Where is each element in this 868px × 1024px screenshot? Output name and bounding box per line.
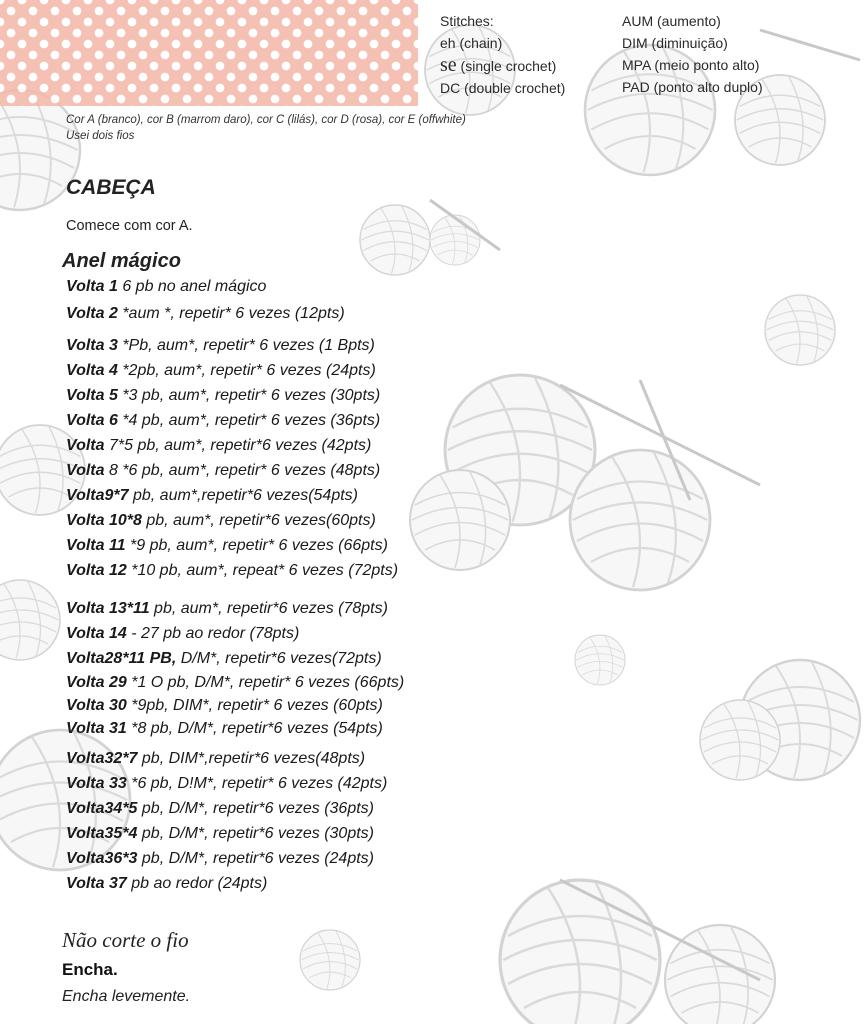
legend-item: DIM (diminuição)	[622, 35, 728, 51]
round-text: pb ao redor (24pts)	[126, 875, 268, 892]
yarn-note: Usei dois fios	[66, 130, 135, 142]
round-label: Volta9*7	[66, 487, 129, 504]
round-line	[66, 750, 365, 768]
round-line	[66, 387, 380, 405]
round-line	[66, 850, 374, 868]
round-line	[66, 875, 267, 893]
legend-item: DC (double crochet)	[440, 80, 566, 96]
round-line	[66, 362, 376, 380]
round-text: D/M*, repetir*6 vezes(72pts)	[176, 650, 382, 667]
round-line	[66, 337, 375, 355]
round-line	[66, 650, 382, 668]
round-label: Volta 13*11	[66, 600, 150, 617]
legend-item: PAD (ponto alto duplo)	[622, 79, 763, 95]
round-line	[66, 697, 383, 715]
legend-desc: (single crochet)	[456, 58, 557, 74]
round-label: Volta36*3	[66, 850, 138, 867]
round-text: *aum *, repetir* 6 vezes (12pts)	[117, 305, 345, 322]
round-label: Volta 10*8	[66, 512, 142, 529]
round-text: *2pb, aum*, repetir* 6 vezes (24pts)	[117, 362, 376, 379]
round-text: pb, D/M*, repetir*6 vezes (24pts)	[137, 850, 374, 867]
stitches-legend-right	[622, 10, 763, 98]
subheading: Anel mágico	[62, 250, 181, 272]
round-text: *9pb, DIM*, repetir* 6 vezes (60pts)	[126, 697, 383, 714]
round-label: Volta 37	[66, 875, 127, 892]
round-line	[66, 278, 266, 296]
round-line	[66, 674, 404, 692]
round-line	[66, 775, 387, 793]
round-label: Volta 30	[66, 697, 127, 714]
round-text: *4 pb, aum*, repetir* 6 vezes (36pts)	[117, 412, 381, 429]
colors-line: Cor A (branco), cor B (marrom daro), cor C (lilás), cor D (rosa), cor E (offwhite)	[66, 114, 466, 126]
round-label: Volta 11	[66, 537, 126, 554]
round-label: Volta34*5	[66, 800, 138, 817]
round-line	[66, 437, 371, 455]
round-text: *9 pb, aum*, repetir* 6 vezes (66pts)	[125, 537, 388, 554]
round-text: 7*5 pb, aum*, repetir*6 vezes (42pts)	[104, 437, 372, 454]
legend-item: AUM (aumento)	[622, 13, 721, 29]
round-text: pb, DIM*,repetir*6 vezes(48pts)	[137, 750, 366, 767]
round-line	[66, 720, 383, 738]
round-line	[66, 512, 376, 530]
round-text: *8 pb, D/M*, repetir*6 vezes (54pts)	[126, 720, 383, 737]
round-label: Volta	[66, 462, 105, 479]
round-text: pb, aum*, repetir*6 vezes(60pts)	[141, 512, 376, 529]
round-line	[66, 625, 299, 643]
legend-item: Stitches:	[440, 13, 494, 29]
round-line	[66, 562, 398, 580]
round-line	[66, 537, 388, 555]
round-text: pb, aum*,repetir*6 vezes(54pts)	[128, 487, 358, 504]
legend-item: eh (chain)	[440, 35, 503, 51]
closing-note: Não corte o fio	[62, 928, 189, 952]
round-label: Volta 29	[66, 674, 127, 691]
round-label: Volta 14	[66, 625, 127, 642]
round-label: Volta28*11 PB,	[66, 650, 177, 667]
round-label: Volta32*7	[66, 750, 138, 767]
round-text: *Pb, aum*, repetir* 6 vezes (1 Bpts)	[117, 337, 375, 354]
round-text: pb, aum*, repetir*6 vezes (78pts)	[149, 600, 388, 617]
round-text: 8 *6 pb, aum*, repetir* 6 vezes (48pts)	[104, 462, 381, 479]
round-label: Volta35*4	[66, 825, 138, 842]
section-title: CABEÇA	[66, 176, 156, 199]
round-label: Volta 1	[66, 278, 118, 295]
round-line	[66, 462, 380, 480]
round-line	[66, 800, 374, 818]
round-label: Volta	[66, 437, 105, 454]
closing-instruction: Encha.	[62, 960, 118, 979]
closing-detail: Encha levemente.	[62, 988, 191, 1005]
round-text: pb, D/M*, repetir*6 vezes (36pts)	[137, 800, 374, 817]
round-text: 6 pb no anel mágico	[117, 278, 267, 295]
round-label: Volta 2	[66, 305, 118, 322]
round-label: Volta 12	[66, 562, 127, 579]
round-text: *3 pb, aum*, repetir* 6 vezes (30pts)	[117, 387, 381, 404]
polka-dot-banner	[0, 0, 418, 106]
round-label: Volta 6	[66, 412, 118, 429]
intro-text: Comece com cor A.	[66, 218, 193, 234]
round-line	[66, 825, 374, 843]
legend-item: MPA (meio ponto alto)	[622, 57, 760, 73]
colors-note	[66, 112, 466, 144]
round-line	[66, 487, 358, 505]
round-text: *10 pb, aum*, repeat* 6 vezes (72pts)	[126, 562, 399, 579]
round-text: - 27 pb ao redor (78pts)	[126, 625, 300, 642]
round-label: Volta 3	[66, 337, 118, 354]
round-line	[66, 305, 345, 323]
round-text: *1 O pb, D/M*, repetir* 6 vezes (66pts)	[126, 674, 405, 691]
legend-item	[440, 54, 565, 77]
round-label: Volta 4	[66, 362, 118, 379]
round-line	[66, 412, 380, 430]
round-text: pb, D/M*, repetir*6 vezes (30pts)	[137, 825, 374, 842]
stitches-legend-left	[440, 10, 565, 99]
round-label: Volta 31	[66, 720, 127, 737]
round-line	[66, 600, 388, 618]
round-label: Volta 5	[66, 387, 118, 404]
round-text: *6 pb, D!M*, repetir* 6 vezes (42pts)	[126, 775, 388, 792]
round-label: Volta 33	[66, 775, 127, 792]
legend-abbr: se	[440, 54, 457, 76]
